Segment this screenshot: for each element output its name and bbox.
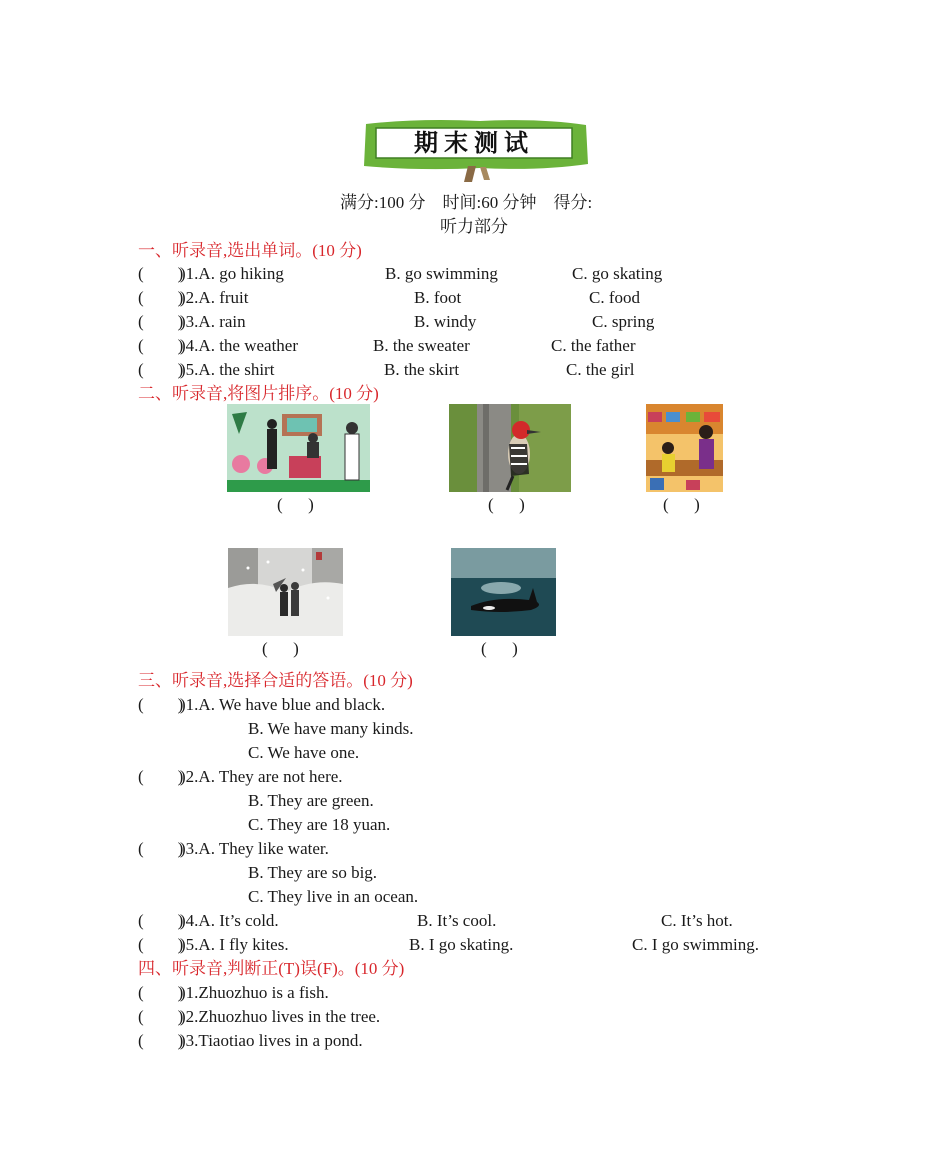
option-b: B. the skirt <box>384 360 460 379</box>
answer-blank[interactable]: ( ) <box>138 983 184 1002</box>
section-3-title: 三、听录音,选择合适的答语。(10 分) <box>138 671 413 690</box>
option-b: B. I go skating. <box>409 935 514 954</box>
image-1-blank[interactable]: ( ) <box>277 495 314 514</box>
answer-blank[interactable]: ( ) <box>138 839 184 858</box>
option-b: B. the sweater <box>373 336 470 355</box>
option-a: )5.A. I fly kites. <box>180 935 289 954</box>
s3-q1-option-c: C. We have one. <box>248 743 360 762</box>
s3-q3-option-b: B. They are so big. <box>248 863 378 882</box>
shopping-scene-image <box>646 404 723 492</box>
section-2-title: 二、听录音,将图片排序。(10 分) <box>138 384 379 403</box>
option-b: B. go swimming <box>385 264 498 283</box>
option-c: C. food <box>589 288 640 307</box>
option-c: C. I go swimming. <box>632 935 760 954</box>
option-a: )4.A. the weather <box>180 336 299 355</box>
answer-blank[interactable]: ( ) <box>138 288 184 307</box>
statement: )1.Zhuozhuo is a fish. <box>180 983 329 1002</box>
image-4-blank[interactable]: ( ) <box>262 639 299 658</box>
option-b: B. It’s cool. <box>417 911 497 930</box>
option-b: B. foot <box>414 288 462 307</box>
part-label: 听力部分 <box>440 217 508 236</box>
answer-blank[interactable]: ( ) <box>138 264 184 283</box>
answer-blank[interactable]: ( ) <box>138 767 184 786</box>
section-4-title: 四、听录音,判断正(T)误(F)。(10 分) <box>138 959 405 978</box>
s3-q2-option-b: B. They are green. <box>248 791 374 810</box>
info-line: 满分:100 分 时间:60 分钟 得分: <box>340 193 593 212</box>
option-a: )1.A. We have blue and black. <box>180 695 386 714</box>
answer-blank[interactable]: ( ) <box>138 1031 184 1050</box>
option-a: )5.A. the shirt <box>180 360 275 379</box>
option-a: )2.A. They are not here. <box>180 767 343 786</box>
option-a: )3.A. rain <box>180 312 246 331</box>
s3-q2-option-c: C. They are 18 yuan. <box>248 815 391 834</box>
option-c: C. spring <box>592 312 655 331</box>
answer-blank[interactable]: ( ) <box>138 1007 184 1026</box>
woodpecker-image <box>449 404 571 492</box>
answer-blank[interactable]: ( ) <box>138 360 184 379</box>
answer-blank[interactable]: ( ) <box>138 935 184 954</box>
option-c: C. go skating <box>572 264 663 283</box>
title-banner <box>360 116 590 184</box>
option-a: )3.A. They like water. <box>180 839 329 858</box>
image-3-blank[interactable]: ( ) <box>663 495 700 514</box>
snowy-street-image <box>228 548 343 636</box>
option-c: C. It’s hot. <box>661 911 733 930</box>
image-5-blank[interactable]: ( ) <box>481 639 518 658</box>
image-2-blank[interactable]: ( ) <box>488 495 525 514</box>
option-b: B. windy <box>414 312 477 331</box>
statement: )2.Zhuozhuo lives in the tree. <box>180 1007 381 1026</box>
option-a: )1.A. go hiking <box>180 264 284 283</box>
restaurant-scene-image <box>227 404 370 492</box>
option-a: )2.A. fruit <box>180 288 249 307</box>
section-1-title: 一、听录音,选出单词。(10 分) <box>138 241 362 260</box>
s3-q1-option-b: B. We have many kinds. <box>248 719 414 738</box>
killer-whale-image <box>451 548 556 636</box>
option-c: C. the girl <box>566 360 635 379</box>
s3-q3-option-c: C. They live in an ocean. <box>248 887 419 906</box>
page-title: 期末测试 <box>414 129 534 157</box>
answer-blank[interactable]: ( ) <box>138 312 184 331</box>
statement: )3.Tiaotiao lives in a pond. <box>180 1031 363 1050</box>
option-c: C. the father <box>551 336 636 355</box>
answer-blank[interactable]: ( ) <box>138 336 184 355</box>
option-a: )4.A. It’s cold. <box>180 911 279 930</box>
answer-blank[interactable]: ( ) <box>138 911 184 930</box>
answer-blank[interactable]: ( ) <box>138 695 184 714</box>
